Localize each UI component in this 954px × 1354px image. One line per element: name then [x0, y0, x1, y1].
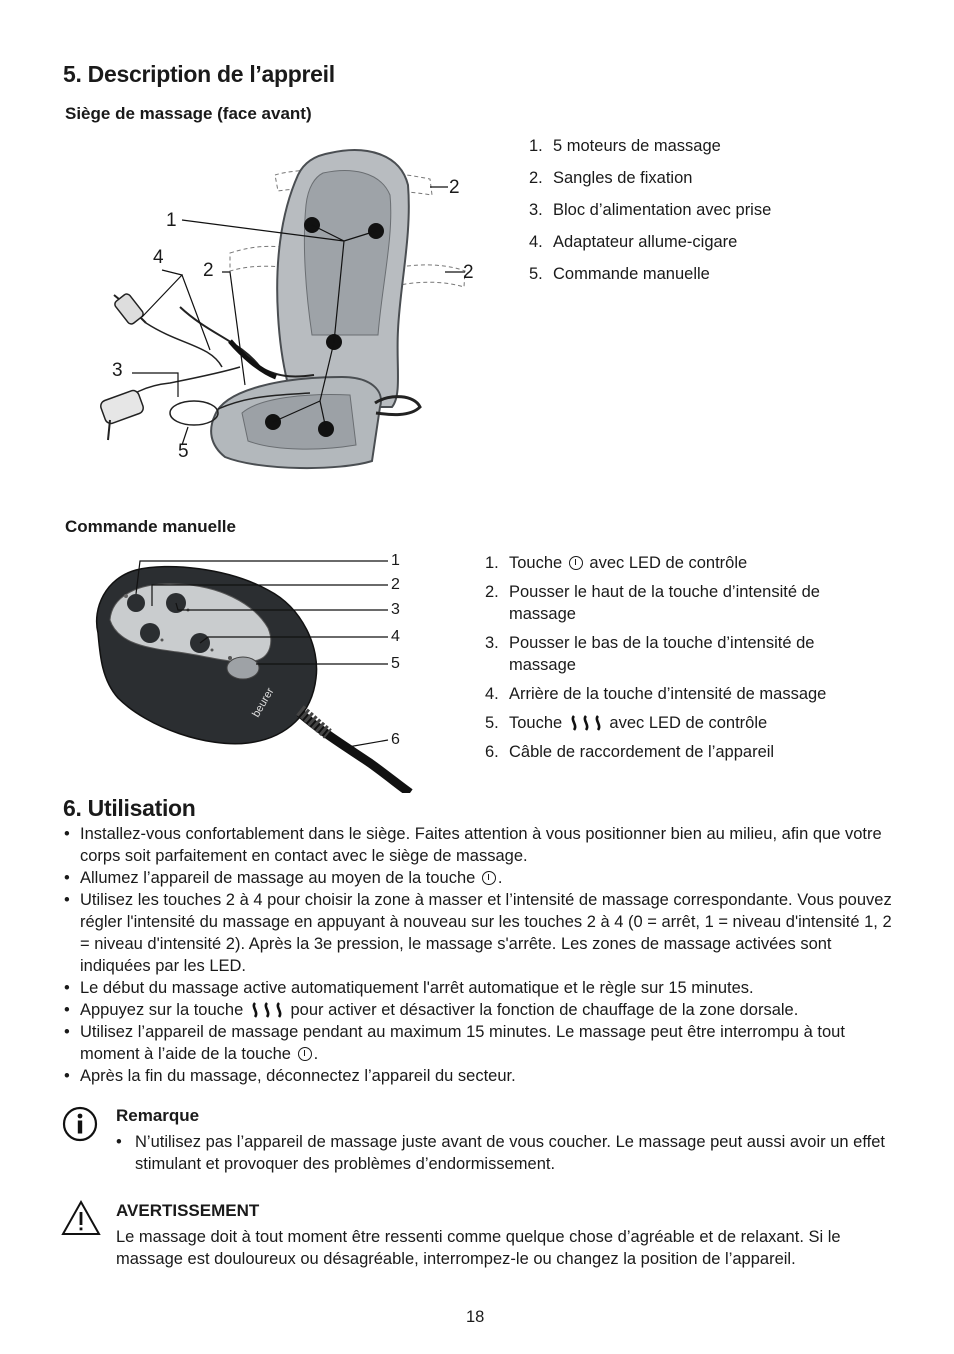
remote-subtitle: Commande manuelle: [65, 517, 236, 536]
list-item: • Installez-vous confortablement dans le siège. Faites attention à vous positionner bien au milieu, afin que votre corps soit parfaitement en contact avec le siège de massage.: [63, 823, 893, 867]
section-5-title: 5. Description de l’appreil: [63, 61, 335, 87]
list-item: 5. Touche avec LED de contrôle: [485, 714, 768, 732]
power-supply: [99, 389, 145, 425]
list-item: 4. Arrière de la touche d’intensité de massage: [485, 685, 827, 703]
list-item: 6. Câble de raccordement de l’appareil: [485, 743, 775, 761]
heat-button: [227, 657, 259, 679]
list-item: • Utilisez l’appareil de massage pendant au maximum 15 minutes. Le massage peut être interrompu à tout moment à l’aide de la touche .: [63, 1021, 893, 1065]
power-icon: [298, 1047, 312, 1061]
warning-title: AVERTISSEMENT: [116, 1201, 260, 1220]
note-text: • N’utilisez pas l’appareil de massage juste avant de vous coucher. Le massage peut aussi avoir un effet stimulant et provoquer des problèmes d’endormissement.: [116, 1133, 885, 1173]
seat-label-4: 4: [153, 247, 164, 268]
list-item: • Après la fin du massage, déconnectez l’appareil du secteur.: [63, 1065, 893, 1087]
usage-bullet-list: [63, 823, 893, 1087]
power-icon: [482, 871, 496, 885]
remote-brand: beurer: [250, 685, 277, 720]
seat-subtitle: Siège de massage (face avant): [65, 104, 312, 123]
remote-cable-loop: [170, 401, 218, 425]
heat-icon: [569, 715, 603, 731]
list-item: 2. Pousser le haut de la touche d’intensité de massage: [485, 583, 820, 623]
list-item: 4. Adaptateur allume-cigare: [529, 233, 738, 251]
info-icon: [62, 1106, 98, 1142]
section-6-title: 6. Utilisation: [63, 795, 196, 821]
seat-label-2-right: 2: [463, 262, 474, 283]
list-item: • Allumez l’appareil de massage au moyen de la touche .: [63, 867, 893, 889]
remote-label-3: 3: [391, 601, 400, 618]
list-item: • Utilisez les touches 2 à 4 pour choisir la zone à masser et l’intensité de massage correspondante. Vous pouvez régler l'intensité du massage en appuyant à nouveau sur les touches 2 à 4 (0 = arrêt, 1 = niveau d'intensité 1, 2 = niveau d'intensité 2). Après la 3e pression, le massage s'arrête. Les zones de massage activées sont indiquées par les LED.: [63, 889, 893, 977]
list-item: 1. 5 moteurs de massage: [529, 137, 721, 155]
strap-right: [400, 265, 465, 287]
warning-icon: [60, 1199, 102, 1237]
remote-label-6: 6: [391, 731, 400, 748]
list-item: 3. Bloc d’alimentation avec prise: [529, 201, 772, 219]
page-number: 18: [466, 1308, 485, 1326]
list-item: • Appuyez sur la touche pour activer et désactiver la fonction de chauffage de la zone dorsale.: [63, 999, 893, 1021]
seat-label-1: 1: [166, 210, 177, 231]
seat-label-3: 3: [112, 360, 123, 381]
list-item: • Le début du massage active automatiquement l'arrêt automatique et le règle sur 15 minutes.: [63, 977, 893, 999]
seat-label-2-left: 2: [203, 260, 214, 281]
list-item: 2. Sangles de fixation: [529, 169, 693, 187]
seat-back-panel: [304, 171, 390, 335]
remote-label-5: 5: [391, 655, 400, 672]
power-icon: [569, 556, 583, 570]
list-item: 3. Pousser le bas de la touche d’intensité de massage: [485, 634, 815, 674]
note-title: Remarque: [116, 1106, 200, 1125]
warning-text: Le massage doit à tout moment être ressenti comme quelque chose d’agréable et de relaxant. Si le massage est douloureux ou désagréable, interrompez-le ou changez la position de l’appareil.: [116, 1228, 841, 1268]
seat-parts-list: [529, 135, 771, 285]
hand-control-illustration: [88, 548, 418, 793]
seat-label-5: 5: [178, 441, 189, 462]
list-item: 5. Commande manuelle: [529, 265, 710, 283]
heat-icon: [250, 1002, 284, 1018]
list-item: 1. Touche avec LED de contrôle: [485, 554, 748, 572]
power-button: [127, 594, 145, 612]
seat-label-2-top: 2: [449, 177, 460, 198]
massage-seat-illustration: [80, 145, 500, 485]
remote-label-4: 4: [391, 628, 400, 645]
intensity-button-bottom: [140, 623, 160, 643]
remote-parts-list: [485, 552, 865, 763]
remote-label-2: 2: [391, 576, 400, 593]
remote-label-1: 1: [391, 552, 400, 569]
